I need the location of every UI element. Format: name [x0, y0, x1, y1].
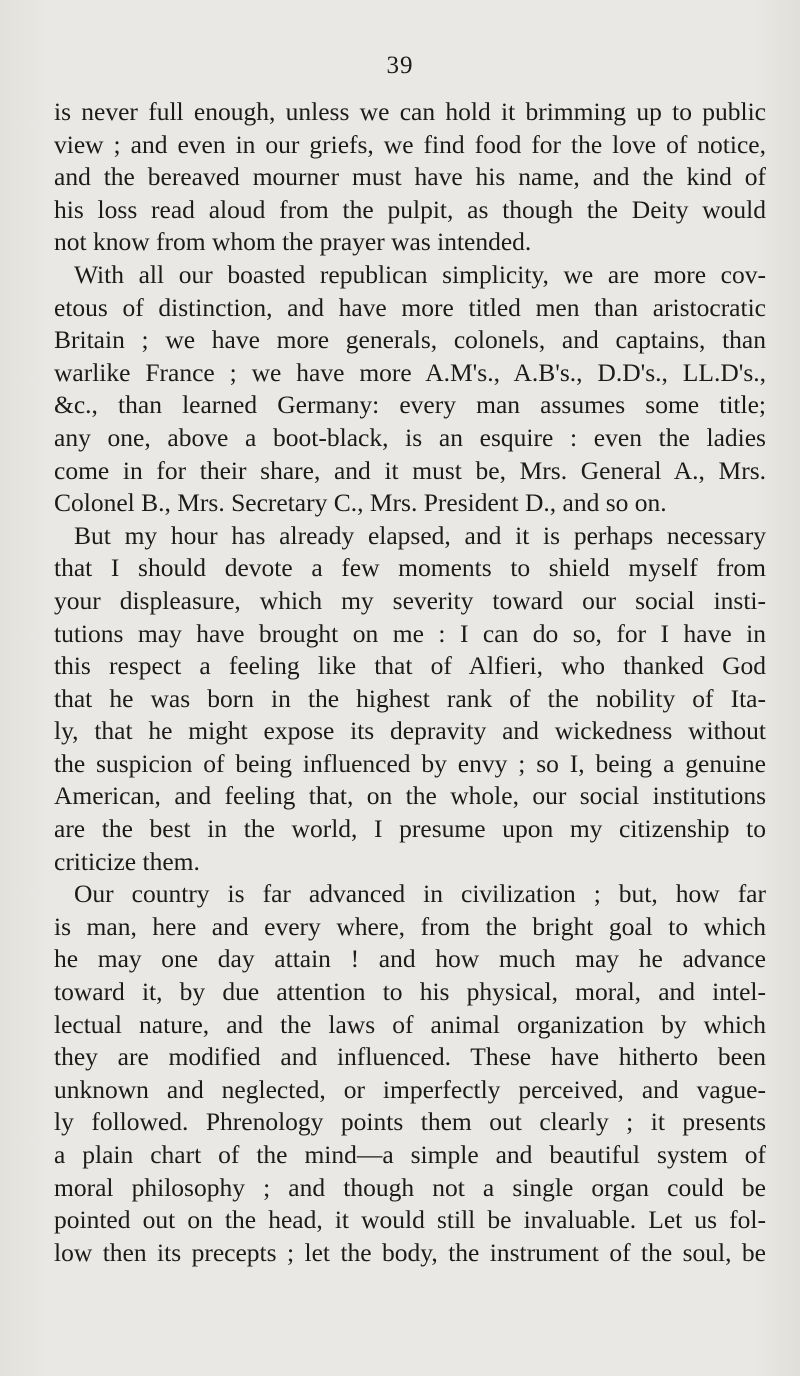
text-line: Our country is far advanced in civilization ; but, how far [74, 879, 766, 909]
text-line: With all our boasted republican simplicity, we are more cov- [74, 259, 766, 289]
text-line: is man, here and every where, from the bright goal to which [54, 911, 766, 941]
text-line: ly, that he might expose its depravity and wickedness without [54, 716, 766, 746]
text-line: But my hour has already elapsed, and it is perhaps necessary [74, 520, 766, 550]
text-line: are the best in the world, I presume upon my citizenship to [54, 814, 766, 844]
text-line: your displeasure, which my severity toward our social insti- [54, 585, 766, 615]
text-line: that he was born in the highest rank of the nobility of Ita- [54, 683, 766, 713]
text-line: a plain chart of the mind—a simple and beautiful system of [54, 1140, 766, 1169]
page-number: 39 [386, 52, 414, 79]
text-line: etous of distinction, and have more titled men than aristocratic [54, 292, 766, 322]
text-line: &c., than learned Germany: every man assumes some title; [54, 390, 766, 420]
text-line: tutions may have brought on me : I can do so, for I have in [54, 618, 766, 648]
text-line: American, and feeling that, on the whole, our social institutions [54, 781, 766, 811]
text-line: and the bereaved mourner must have his name, and the kind of [54, 162, 766, 192]
text-line: Britain ; we have more generals, colonels, and captains, than [54, 325, 766, 355]
text-line: that I should devote a few moments to shield myself from [54, 553, 766, 583]
text-line: any one, above a boot-black, is an esquire : even the ladies [54, 422, 766, 452]
text-line: pointed out on the head, it would still be invaluable. Let us fol- [54, 1205, 766, 1235]
text-line: Colonel B., Mrs. Secretary C., Mrs. President D., and so on. [54, 488, 667, 518]
text-line: view ; and even in our griefs, we find food for the love of notice, [54, 129, 766, 159]
text-line: they are modified and influenced. These have hitherto been [54, 1042, 766, 1072]
text-line: toward it, by due attention to his physical, moral, and intel- [54, 977, 766, 1007]
text-line: his loss read aloud from the pulpit, as though the Deity would [54, 194, 766, 224]
text-line: he may one day attain ! and how much may he advance [54, 944, 766, 974]
text-line: criticize them. [54, 846, 200, 876]
text-line: ly followed. Phrenology points them out clearly ; it presents [54, 1107, 766, 1137]
text-line: warlike France ; we have more A.M's., A.B's., D.D's., LL.D's., [54, 357, 766, 387]
text-line: not know from whom the prayer was intended. [54, 227, 532, 257]
text-line: come in for their share, and it must be, Mrs. General A., Mrs. [54, 455, 766, 485]
body-text [54, 96, 766, 1269]
text-line: unknown and neglected, or imperfectly perceived, and vague- [54, 1074, 766, 1104]
text-line: lectual nature, and the laws of animal organization by which [54, 1009, 766, 1039]
text-line: this respect a feeling like that of Alfieri, who thanked God [54, 651, 766, 681]
text-line: low then its precepts ; let the body, the instrument of the soul, be [54, 1237, 766, 1267]
text-line: is never full enough, unless we can hold it brimming up to public [54, 97, 766, 126]
text-line: the suspicion of being influenced by envy ; so I, being a genuine [54, 748, 766, 778]
text-line: moral philosophy ; and though not a single organ could be [54, 1172, 766, 1202]
